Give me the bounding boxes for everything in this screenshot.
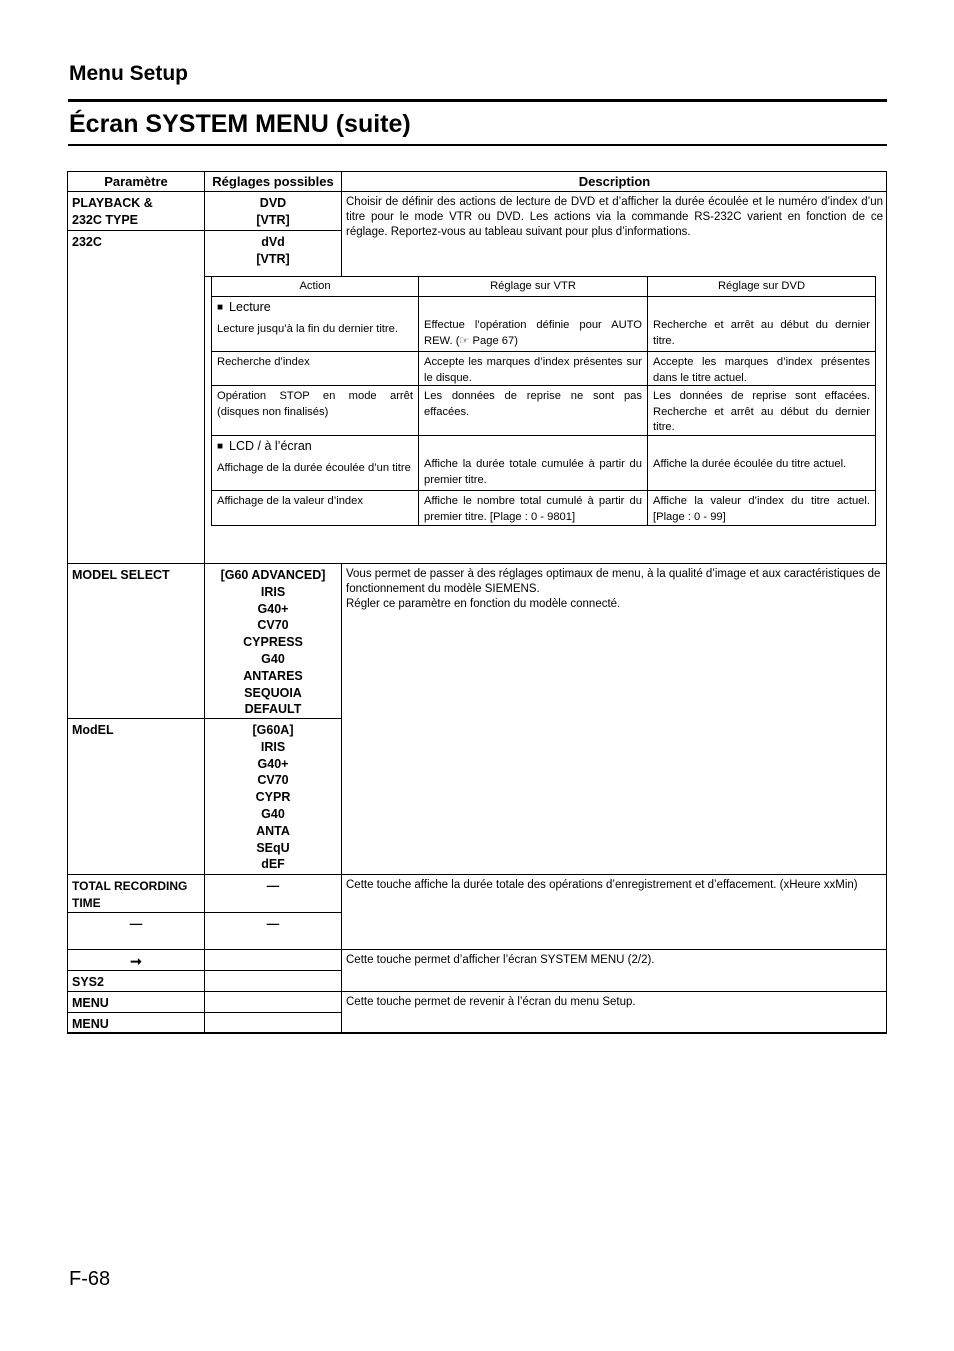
sub-header-action: Action bbox=[211, 276, 419, 297]
section-title: Menu Setup bbox=[69, 62, 188, 85]
desc-next: Cette touche permet d’afficher l’écran SYSTEM MENU (2/2). bbox=[341, 949, 887, 991]
header-rule bbox=[68, 99, 887, 102]
sub-action: Opération STOP en mode arrêt (disques non finalisés) bbox=[211, 385, 419, 436]
header-parametre: Paramètre bbox=[67, 171, 204, 191]
group-lcd-label: ■ LCD / à l’écran bbox=[217, 439, 413, 456]
sub-dvd: Accepte les marques d’index présentes dans le titre actuel. bbox=[647, 351, 876, 386]
param-playback-232c: 232C bbox=[67, 230, 204, 563]
sub-header-dvd: Réglage sur DVD bbox=[647, 276, 876, 297]
setting-playback-232c: dVd [VTR] bbox=[204, 230, 341, 277]
param-total-recording-232c: — bbox=[67, 912, 204, 949]
page-title: Écran SYSTEM MENU (suite) bbox=[69, 110, 411, 138]
arrow-icon: ➞ bbox=[67, 949, 204, 970]
setting-total-recording-232c: — bbox=[204, 912, 341, 949]
setting-model-select: [G60 ADVANCED] IRIS G40+ CV70 CYPRESS G40 ANTARES SEQUOIA DEFAULT bbox=[204, 563, 341, 718]
group-lecture-label: ■ Lecture bbox=[217, 300, 413, 317]
sub-dvd: Recherche et arrêt au début du dernier titre. bbox=[647, 296, 876, 352]
sub-vtr: Les données de reprise ne sont pas effacées. bbox=[418, 385, 648, 436]
param-model-select: MODEL SELECT bbox=[67, 563, 204, 718]
sub-vtr: Affiche le nombre total cumulé à partir du premier titre. [Plage : 0 - 9801] bbox=[418, 490, 648, 526]
sub-header-vtr: Réglage sur VTR bbox=[418, 276, 648, 297]
desc-model: Vous permet de passer à des réglages optimaux de menu, à la qualité d’image et aux caractéristiques de fonctionnement du modèle SIEMENS. Régler ce paramètre en fonction du modèle connecté. bbox=[341, 563, 887, 874]
sub-dvd: Affiche la valeur d’index du titre actuel. [Plage : 0 - 99] bbox=[647, 490, 876, 526]
setting-total-recording: — bbox=[204, 874, 341, 912]
param-sys2: SYS2 bbox=[67, 970, 204, 991]
sub-dvd: Les données de reprise sont effacées. Recherche et arrêt au début du dernier titre. bbox=[647, 385, 876, 436]
table-frame bbox=[67, 171, 887, 1034]
sub-dvd: Affiche la durée écoulée du titre actuel. bbox=[647, 435, 876, 491]
sub-action: Affichage de la durée écoulée d’un titre bbox=[217, 461, 411, 474]
sub-action: Affichage de la valeur d’index bbox=[211, 490, 419, 526]
desc-menu: Cette touche permet de revenir à l’écran du menu Setup. bbox=[341, 991, 887, 1034]
header-reglages: Réglages possibles bbox=[204, 171, 341, 191]
param-menu: MENU bbox=[67, 991, 204, 1012]
sub-action: Lecture jusqu’à la fin du dernier titre. bbox=[217, 322, 398, 335]
setting-model-232c: [G60A] IRIS G40+ CV70 CYPR G40 ANTA SEqU dEF bbox=[204, 718, 341, 874]
param-total-recording: TOTAL RECORDING TIME bbox=[67, 874, 204, 912]
sub-vtr: Affiche la durée totale cumulée à partir du premier titre. bbox=[418, 435, 648, 491]
setting-playback-type: DVD [VTR] bbox=[204, 191, 341, 230]
sub-vtr: Effectue l’opération définie pour AUTO REW. (☞ Page 67) bbox=[418, 296, 648, 352]
system-menu-table bbox=[67, 171, 887, 1034]
sub-action: Recherche d’index bbox=[211, 351, 419, 386]
param-playback-type: PLAYBACK & 232C TYPE bbox=[67, 191, 204, 230]
desc-playback: Choisir de définir des actions de lecture de DVD et d’afficher la durée écoulée et le numéro d’index d’un titre pour le mode VTR ou DVD. Les actions via la commande RS-232C varient en fonction de ce réglage. Reportez-vous au tableau suivant pour plus d’informations. bbox=[341, 191, 887, 277]
param-menu-232c: MENU bbox=[67, 1012, 204, 1034]
title-rule bbox=[68, 144, 887, 146]
header-description: Description bbox=[341, 171, 887, 191]
desc-total-recording: Cette touche affiche la durée totale des opérations d’enregistrement et d’effacement. (xHeure xxMin) bbox=[341, 874, 887, 949]
param-model-232c: ModEL bbox=[67, 718, 204, 874]
sub-vtr: Accepte les marques d’index présentes sur le disque. bbox=[418, 351, 648, 386]
page-number: F-68 bbox=[69, 1268, 111, 1290]
